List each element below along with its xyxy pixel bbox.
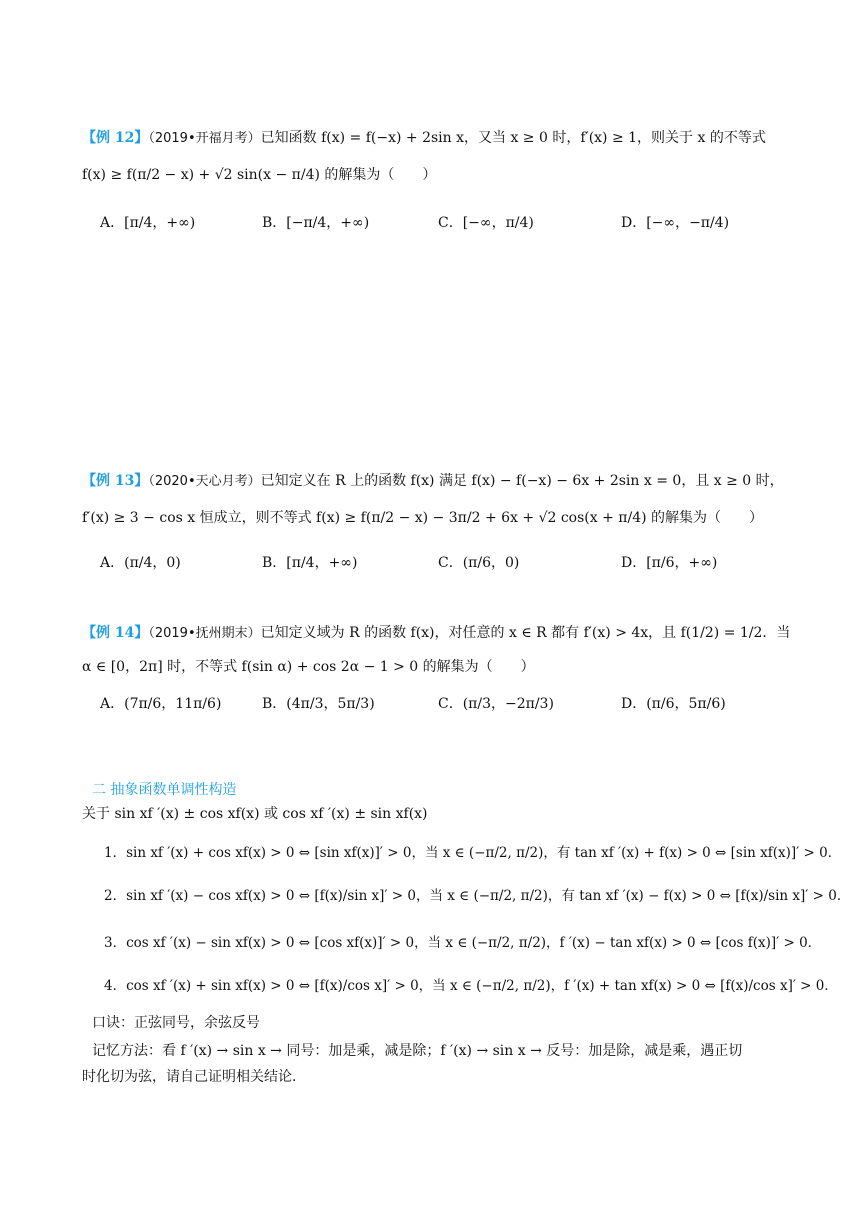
section-intro: 关于 sin xf ′(x) ± cos xf(x) 或 cos xf ′(x) ± sin xf(x) (82, 806, 428, 822)
rule-item-4: 4．cos xf ′(x) + sin xf(x) > 0 ⇔ [f(x)/cos x]′ > 0，当 x ∈ (−π/2, π/2)，f ′(x) + tan xf(x) > 0 ⇔ [f(x)/cos x]′ > 0． (104, 978, 838, 994)
memory-method-line1: 记忆方法：看 f ′(x) → sin x → 同号：加是乘，减是除；f ′(x) → sin x → 反号：加是除，减是乘，遇正切 (92, 1043, 743, 1059)
ex14-option-b[interactable]: B．(4π/3，5π/3) (262, 696, 375, 712)
ex13-option-c[interactable]: C．(π/6，0) (438, 555, 520, 571)
ex13-option-a[interactable]: A．(π/4，0) (100, 555, 181, 571)
ex14-line1 (82, 623, 790, 644)
ex14-option-a[interactable]: A．(7π/6，11π/6) (100, 696, 222, 712)
ex14-tag: 【例 14】 (82, 625, 149, 641)
ex12-line1 (82, 128, 766, 149)
section-title: 二 抽象函数单调性构造 (92, 782, 237, 798)
ex14-line2: α ∈ [0，2π] 时，不等式 f(sin α) + cos 2α − 1 > 0 的解集为（ ） (82, 659, 535, 675)
ex12-option-d[interactable]: D．[−∞，−π/4) (621, 215, 730, 231)
mnemonic: 口诀：正弦同号，余弦反号 (92, 1015, 260, 1031)
ex13-line2: f′(x) ≥ 3 − cos x 恒成立，则不等式 f(x) ≥ f(π/2 − x) − 3π/2 + 6x + √2 cos(x + π/4) 的解集为（ ） (82, 510, 764, 526)
rule-item-3: 3．cos xf ′(x) − sin xf(x) > 0 ⇔ [cos xf(x)]′ > 0，当 x ∈ (−π/2, π/2)，f ′(x) − tan xf(x) > 0 ⇔ [cos f(x)]′ > 0． (104, 935, 822, 951)
ex12-option-a[interactable]: A．[π/4，+∞) (100, 215, 196, 231)
ex14-source: （2019•抚州期末） (148, 626, 261, 641)
ex12-text1: 已知函数 f(x) = f(−x) + 2sin x，又当 x ≥ 0 时，f′(x) ≥ 1，则关于 x 的不等式 (260, 130, 766, 146)
rule-item-2: 2．sin xf ′(x) − cos xf(x) > 0 ⇔ [f(x)/sin x]′ > 0，当 x ∈ (−π/2, π/2)，有 tan xf ′(x) − f(x) > 0 ⇔ [f(x)/sin x]′ > 0． (104, 888, 851, 904)
ex12-option-c[interactable]: C．[−∞，π/4) (438, 215, 534, 231)
ex12-tag: 【例 12】 (82, 130, 149, 146)
ex12-line2: f(x) ≥ f(π/2 − x) + √2 sin(x − π/4) 的解集为（ ） (82, 167, 437, 183)
ex13-option-d[interactable]: D．[π/6，+∞) (621, 555, 718, 571)
ex13-line1 (82, 471, 784, 492)
ex13-source: （2020•天心月考） (148, 474, 261, 489)
ex13-tag: 【例 13】 (82, 473, 149, 489)
ex13-text1: 已知定义在 R 上的函数 f(x) 满足 f(x) − f(−x) − 6x + 2sin x = 0，且 x ≥ 0 时， (260, 473, 784, 489)
ex14-text1: 已知定义域为 R 的函数 f(x)，对任意的 x ∈ R 都有 f′(x) > 4x，且 f(1/2) = 1/2．当 (260, 625, 791, 641)
ex14-option-d[interactable]: D．(π/6，5π/6) (621, 696, 726, 712)
ex13-option-b[interactable]: B．[π/4，+∞) (262, 555, 358, 571)
ex12-source: （2019•开福月考） (148, 131, 261, 146)
memory-method-line2: 时化切为弦，请自己证明相关结论． (82, 1069, 306, 1085)
rule-item-1: 1．sin xf ′(x) + cos xf(x) > 0 ⇔ [sin xf(x)]′ > 0，当 x ∈ (−π/2, π/2)，有 tan xf ′(x) + f(x) > 0 ⇔ [sin xf(x)]′ > 0． (104, 845, 842, 861)
ex12-option-b[interactable]: B．[−π/4，+∞) (262, 215, 370, 231)
ex14-option-c[interactable]: C．(π/3，−2π/3) (438, 696, 554, 712)
